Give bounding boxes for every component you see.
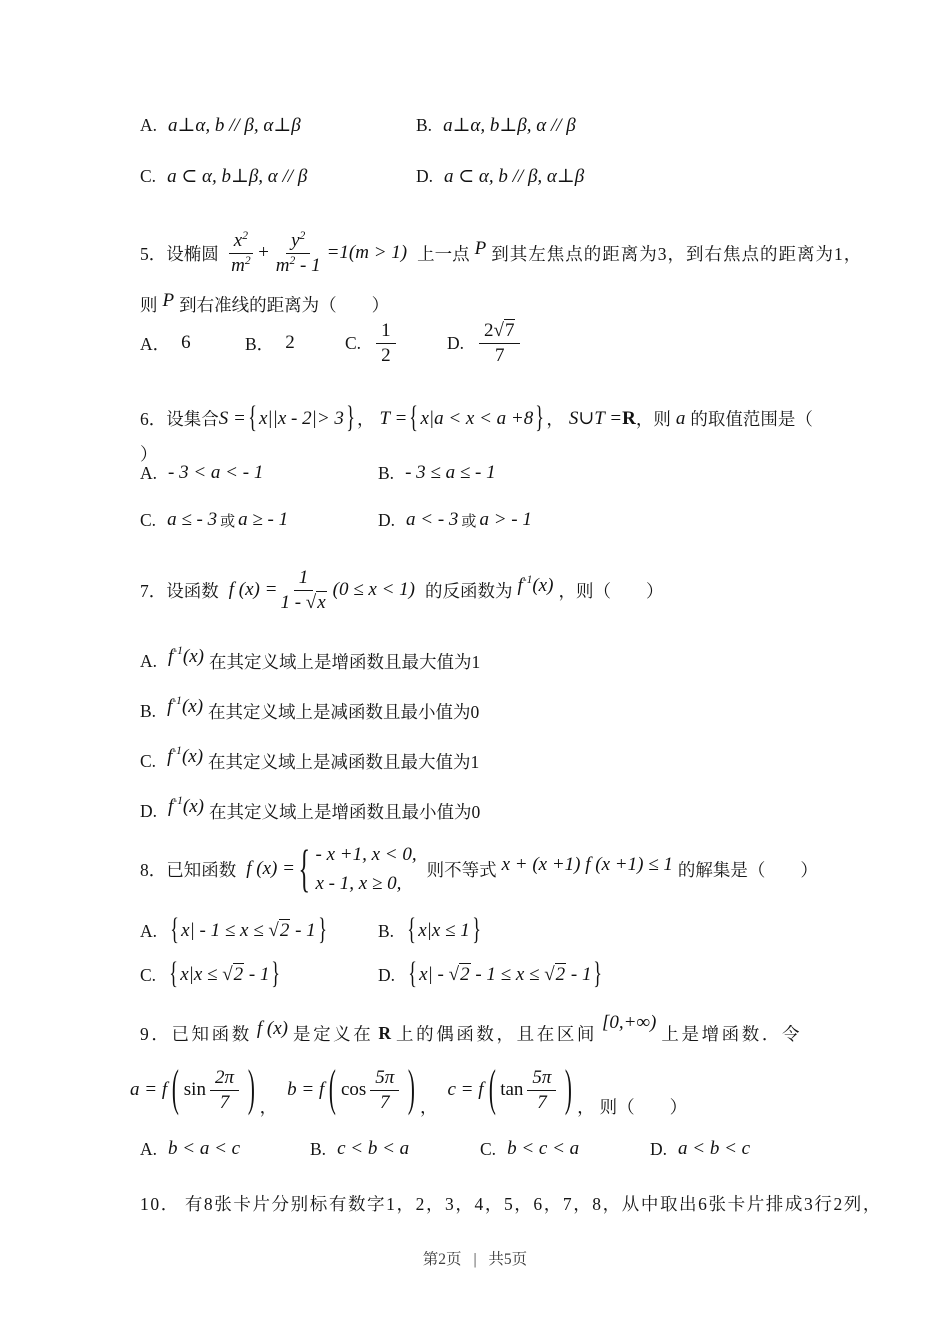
point-p: P: [474, 238, 487, 259]
expr-c: c = f ( tan $\frac{5\pi}{7}$ ): [447, 1067, 577, 1114]
right-brace: }: [535, 401, 545, 435]
interval: [0,+∞): [602, 1012, 657, 1033]
question-6-stem: [140, 390, 813, 434]
option-c: C. b < c < a: [480, 1138, 580, 1159]
expr-b: b = f ( cos $\frac{5\pi}{7}$ ): [287, 1067, 420, 1114]
question-5-stem-line2: [140, 289, 390, 317]
left-brace: {: [248, 401, 257, 435]
stem-text: 上是增函数．令: [661, 1023, 803, 1044]
stem-text: 的解集是（ ）: [677, 859, 818, 880]
fraction-2sqrt7-7: $\frac{2√7}{7}$: [479, 320, 520, 367]
reals-symbol: R: [378, 1022, 392, 1043]
option-c: C. $\frac{1}{2}$: [345, 320, 447, 367]
question-number: 5．: [140, 243, 167, 264]
sqrt-sign: √: [222, 964, 233, 985]
stem-text: ，则（ ）: [558, 580, 664, 601]
set-expression: { x| - √2 - 1 ≤ x ≤ √2 - 1 }: [408, 957, 603, 991]
right-paren: ): [408, 1060, 416, 1117]
stem-text: 已知函数: [171, 1023, 252, 1044]
option-b: B. c < b < a: [310, 1138, 410, 1159]
option-text: a ⊂ α, b⊥β, α // β: [167, 166, 308, 187]
stem-text: ，则: [635, 409, 671, 429]
page-number: 第2页: [422, 1251, 462, 1268]
question-5-stem: [140, 219, 862, 287]
option-a: A． 6: [140, 332, 191, 354]
stem-text: 则: [140, 295, 158, 315]
option-c: C. { x|x ≤ √2 - 1 }: [140, 964, 378, 986]
question-7-option-a: A. $f^{-1}(x)$ 在其定义域上是增函数且最大值为1: [140, 645, 481, 672]
function-definition: f (x) =: [246, 858, 295, 879]
question-7-option-d: D. $f^{-1}(x)$ 在其定义域上是增函数且最小值为0: [140, 795, 481, 822]
piecewise-cases: - x +1, x < 0, x - 1, x ≥ 0,: [315, 843, 417, 894]
page-footer: [0, 1247, 950, 1269]
or-text: 或: [461, 513, 477, 530]
question-number: 8．: [140, 859, 167, 880]
question-6-options-row-1: [140, 462, 496, 484]
inequality: x + (x +1) f (x +1) ≤ 1: [501, 854, 673, 875]
right-paren: ): [565, 1060, 573, 1117]
comma: ，: [577, 1097, 595, 1117]
question-6-close-paren: ）: [140, 444, 158, 464]
left-paren: (: [329, 1060, 337, 1117]
point-p: P: [162, 289, 175, 311]
option-d: D. a < b < c: [650, 1138, 751, 1159]
question-4-options-row-2: [140, 165, 584, 188]
fraction-y2-m2-1: $\frac{y^2}{m^2 - 1}$: [275, 229, 321, 276]
question-number: 9．: [140, 1023, 172, 1044]
ellipse-equation-tail: =1(m > 1): [326, 242, 408, 263]
question-7-option-c: C. $f^{-1}(x)$ 在其定义域上是减函数且最大值为1: [140, 745, 480, 772]
option-text: a⊥α, b⊥β, α // β: [443, 115, 576, 136]
set-s: S = { x||x - 2|> 3 }: [218, 401, 355, 435]
option-text: a ⊂ α, b // β, α⊥β: [444, 166, 585, 187]
option-d: D. $\frac{2√7}{7}$: [447, 320, 524, 367]
question-4-options-row-1: [140, 114, 576, 137]
set-t: T = { x|a < x < a +8 }: [379, 401, 545, 435]
set-expression: { x| - 1 ≤ x ≤ √2 - 1 }: [170, 913, 327, 947]
fraction-1-2: $\frac{1}{2}$: [376, 320, 396, 367]
option-d: [416, 165, 584, 188]
question-8-options-row-2: [140, 955, 605, 995]
stem-text: 到其左焦点的距离为3，到右焦点的距离为1，: [491, 243, 863, 264]
question-9-options: [140, 1138, 750, 1160]
set-expression: { x|x ≤ √2 - 1 }: [169, 957, 281, 991]
stem-text: 已知函数: [166, 859, 237, 880]
option-b: B. - 3 ≤ a ≤ - 1: [378, 462, 496, 483]
left-paren: (: [488, 1060, 496, 1117]
sqrt-sign: √: [544, 964, 555, 985]
question-number: 6．: [140, 409, 167, 429]
union-expression: S∪T =R: [568, 408, 636, 429]
question-5-options: [140, 316, 524, 370]
option-d: D. { x| - √2 - 1 ≤ x ≤ √2 - 1 }: [378, 964, 605, 986]
stem-text: 是定义在: [292, 1023, 374, 1044]
option-c: C. a ≤ - 3 或 a ≥ - 1: [140, 509, 289, 530]
comma: ，: [546, 409, 564, 429]
question-9-stem: [140, 1014, 802, 1052]
option-c: [140, 165, 416, 188]
stem-text: 设集合: [166, 409, 219, 429]
inverse-function: $f^{-1}(x)$: [168, 795, 204, 817]
inverse-function: $f^{-1}(x)$: [168, 645, 204, 667]
page-total: 共5页: [488, 1251, 528, 1268]
option-d: D. a < - 3 或 a > - 1: [378, 509, 532, 530]
stem-text: 上的偶函数，且在区间: [396, 1023, 598, 1044]
stem-text: 上一点: [417, 243, 470, 264]
footer-separator: |: [473, 1251, 477, 1268]
inverse-function: $f^{-1}(x)$: [167, 695, 204, 717]
sqrt-sign: √: [268, 920, 279, 941]
option-label: B.: [416, 115, 433, 135]
variable-a: a: [675, 408, 686, 429]
fraction-1-over-1-minus-sqrtx: $\frac{1}{1 - √x}$: [280, 566, 326, 613]
option-a: A. - 3 < a < - 1: [140, 462, 264, 483]
question-8-options-row-1: [140, 911, 483, 951]
function-definition: f (x) =: [228, 579, 278, 600]
option-a: A. b < a < c: [140, 1138, 241, 1159]
stem-text: 则不等式: [426, 859, 497, 880]
function-fx: f (x): [256, 1018, 288, 1039]
sqrt-sign: √: [493, 319, 504, 341]
stem-text: 的取值范围是（: [690, 409, 813, 429]
stem-text: 设椭圆: [166, 243, 219, 264]
domain: (0 ≤ x < 1): [332, 579, 415, 600]
or-text: 或: [220, 513, 236, 530]
option-b: B. { x|x ≤ 1 }: [378, 920, 483, 942]
option-label: A.: [140, 115, 158, 135]
question-7-option-b: B. $f^{-1}(x)$ 在其定义域上是减函数且最小值为0: [140, 695, 480, 722]
option-a: [140, 114, 416, 137]
stem-text: 有8张卡片分别标有数字1，2，3，4，5，6，7，8，从中取出6张卡片排成3行2列，: [184, 1194, 883, 1214]
option-label: D.: [416, 166, 434, 186]
option-a: A. { x| - 1 ≤ x ≤ √2 - 1 }: [140, 920, 378, 942]
reals-symbol: R: [622, 408, 636, 429]
sqrt-sign: √: [305, 591, 317, 613]
question-9-definitions: [130, 1058, 687, 1122]
expr-a: a = f ( sin $\frac{2\pi}{7}$ ): [130, 1067, 260, 1114]
right-brace: }: [346, 401, 355, 435]
option-b: [416, 114, 576, 137]
question-7-stem: [140, 560, 663, 620]
fraction-x2-m2: $\frac{x^2}{m^2}$: [229, 230, 253, 277]
question-6-options-row-2: [140, 509, 532, 531]
left-paren: (: [171, 1060, 179, 1117]
stem-text: 到右准线的距离为（ ）: [179, 295, 390, 315]
right-paren: ): [247, 1060, 255, 1117]
set-expression: { x|x ≤ 1 }: [407, 913, 481, 947]
option-label: C.: [140, 166, 157, 186]
comma: ，: [259, 1097, 278, 1117]
option-b: B． 2: [245, 332, 295, 354]
plus-sign: +: [256, 242, 270, 263]
sqrt-sign: √: [448, 964, 460, 985]
question-number: 10．: [140, 1194, 180, 1214]
question-8-stem: [140, 838, 818, 900]
left-brace: {: [409, 401, 419, 435]
stem-text: 设函数: [166, 580, 219, 601]
comma: ，: [419, 1097, 438, 1117]
stem-text: 的反函数为: [424, 580, 513, 601]
question-number: 7．: [140, 580, 167, 601]
inverse-function: $f^{-1}(x)$: [167, 745, 204, 767]
cases-brace: {: [298, 838, 311, 898]
question-10-stem: [140, 1191, 882, 1216]
comma: ，: [357, 409, 375, 429]
inverse-function: $f^{-1}(x)$: [517, 574, 554, 596]
option-text: a⊥α, b // β, α⊥β: [168, 115, 301, 136]
stem-text: 则（ ）: [599, 1097, 688, 1117]
